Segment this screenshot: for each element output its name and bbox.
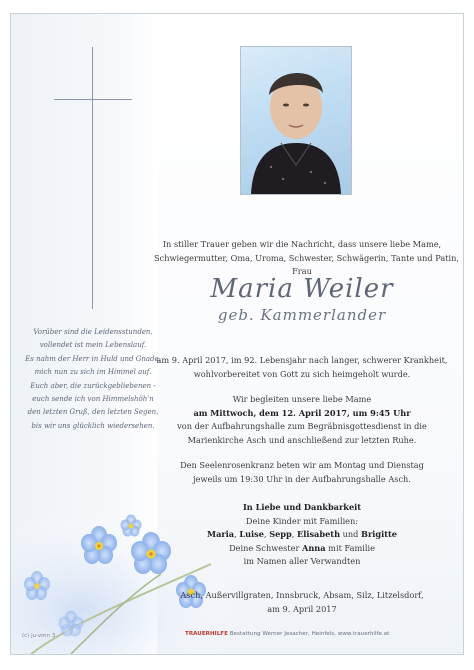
poem-line: bis wir uns glücklich wiedersehen. <box>31 421 155 430</box>
poem <box>23 326 163 433</box>
funeral-line: Wir begleiten unsere liebe Mame <box>232 394 372 404</box>
rosary-line: jeweils um 19:30 Uhr in der Aufbahrungshalle Asch. <box>193 473 411 484</box>
death-line: wohlvorbereitet von Gott zu sich heimgeholt wurde. <box>193 368 411 379</box>
deceased-name: Maria Weiler <box>210 274 394 304</box>
child-name: Brigitte <box>361 529 397 539</box>
poem-line: mich nun zu sich im Himmel auf. <box>34 368 152 377</box>
intro-line: Frau <box>292 266 312 276</box>
portrait-image <box>241 47 351 194</box>
child-name: Maria <box>207 529 235 539</box>
funeral-line: Marienkirche Asch und anschließend zur letzten Ruhe. <box>187 434 417 445</box>
funeral-line: von der Aufbahrungshalle zum Begräbnisgottesdienst in die <box>177 421 427 431</box>
intro-line: Schwiegermutter, Oma, Uroma, Schwester, Schwägerin, Tante und Patin, <box>154 252 460 263</box>
funeral-info <box>154 393 450 447</box>
children-label: Deine Kinder mit Familien: <box>245 515 359 526</box>
image-credit: (c) ju-vmn 3 <box>22 633 56 639</box>
poem-line: euch sende ich von Himmelshöh'n <box>32 395 154 404</box>
portrait-photo <box>240 46 352 195</box>
children-names: Maria, Luise, Sepp, Elisabeth und Brigitte <box>207 529 397 539</box>
sibling-line: Deine Schwester Anna mit Familie <box>229 542 375 553</box>
child-name: Elisabeth <box>296 529 341 539</box>
cross-icon <box>92 47 93 309</box>
place-date <box>154 589 450 616</box>
footer-text[interactable]: Bestattung Werner Jesacher, Heinfels, www.trauerhilfe.at <box>227 631 390 637</box>
birth-name: geb. Kammerlander <box>217 306 387 324</box>
death-notice <box>154 354 450 381</box>
footer-brand: TRAUERHILFE <box>185 631 228 637</box>
funeral-date: am Mittwoch, dem 12. April 2017, um 9:45 Uhr <box>193 407 411 418</box>
cross-icon-beam <box>54 99 132 100</box>
rosary-info <box>154 459 450 486</box>
relatives-line: im Namen aller Verwandten <box>243 556 361 566</box>
child-name: Sepp <box>269 529 292 539</box>
poem-line: Euch aber, die zurückgebliebenen - <box>30 381 156 390</box>
sibling-name: Anna <box>302 542 326 553</box>
death-line: am 9. April 2017, im 92. Lebensjahr nach langer, schwerer Krankheit, <box>156 355 448 365</box>
poem-line: Vorüber sind die Leidensstunden, <box>33 328 153 336</box>
place-line: Asch, Außervillgraten, Innsbruck, Absam, Silz, Litzelsdorf, <box>180 590 424 600</box>
mourners <box>154 501 450 569</box>
intro-text <box>154 238 460 279</box>
mourners-heading: In Liebe und Dankbarkeit <box>242 502 362 512</box>
poem-line: den letzten Gruß, den letzten Segen, <box>27 408 159 417</box>
poem-line: vollendet ist mein Lebenslauf. <box>39 341 147 350</box>
poem-line: Es nahm der Herr in Huld und Gnade, <box>25 354 161 363</box>
intro-line: In stiller Trauer geben wir die Nachricht, dass unsere liebe Mame, <box>162 239 442 249</box>
date-line: am 9. April 2017 <box>267 603 337 614</box>
footer <box>185 631 389 637</box>
child-name: Luise <box>239 529 264 539</box>
rosary-line: Den Seelenrosenkranz beten wir am Montag und Dienstag <box>180 460 424 470</box>
